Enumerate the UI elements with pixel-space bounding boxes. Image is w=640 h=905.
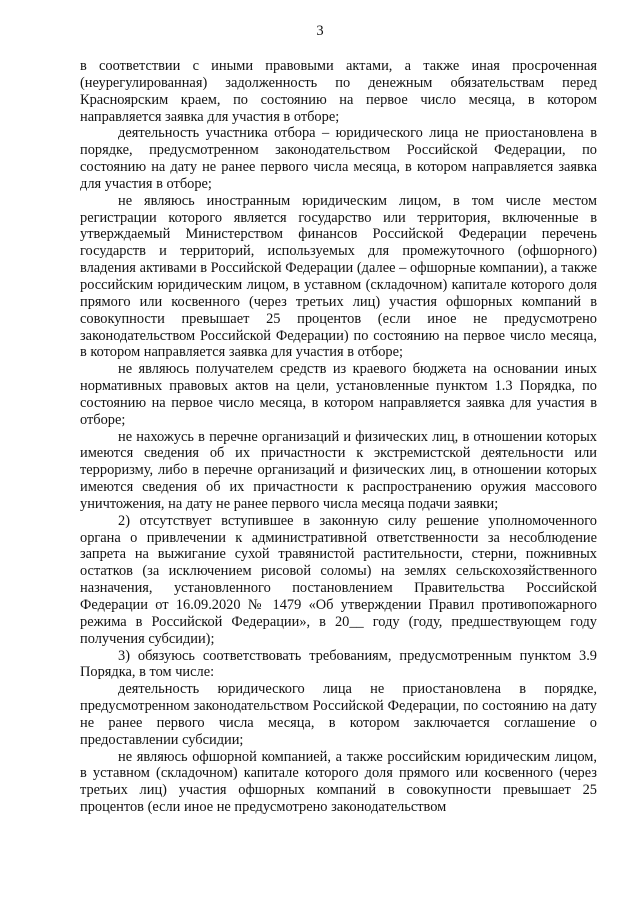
paragraph-continuation: в соответствии с иными правовыми актами, а также иная просроченная (неурегулированная) задолженность по денежным обязательствам перед Красноярским краем, по состоянию на первое число месяца, в котором направляется заявка для участия в отборе; bbox=[80, 58, 597, 125]
document-body bbox=[80, 58, 597, 816]
paragraph-item-2: 2) отсутствует вступившее в законную силу решение уполномоченного органа о привлечении к административной ответственности за несоблюдение запрета на выжигание сухой травянистой растительности, стерни, пожнивных остатков (за исключением рисовой соломы) на землях сельскохозяйственного назначения, установленного постановлением Правительства Российской Федерации от 16.09.2020 № 1479 «Об утверждении Правил противопожарного режима в Российской Федерации», в 20__ году (году, предшествующем году получения субсидии); bbox=[80, 512, 597, 647]
paragraph-activity-not-suspended: деятельность юридического лица не приостановлена в порядке, предусмотренном законодательством Российской Федерации, по состоянию на дату не ранее первого числа месяца, в котором заключается соглашение о предоставлении субсидии; bbox=[80, 681, 597, 748]
paragraph-not-foreign-entity: не являюсь иностранным юридическим лицом, в том числе местом регистрации которого является государство или территория, включенные в утверждаемый Министерством финансов Российской Федерации перечень государств и территорий, используемых для промежуточного (офшорного) владения активами в Российской Федерации (далее – офшорные компании), а также российским юридическим лицом, в уставном (складочном) капитале которого доля прямого или косвенного (через третьих лиц) участия офшорных компаний в совокупности превышает 25 процентов (если иное не предусмотрено законодательством Российской Федерации) по состоянию на первое число месяца, в котором направляется заявка для участия в отборе; bbox=[80, 192, 597, 361]
paragraph-not-budget-recipient: не являюсь получателем средств из краевого бюджета на основании иных нормативных правовых актов на цели, установленные пунктом 1.3 Порядка, по состоянию на первое число месяца, в котором направляется заявка для участия в отборе; bbox=[80, 361, 597, 428]
paragraph-item-3: 3) обязуюсь соответствовать требованиям, предусмотренным пунктом 3.9 Порядка, в том числе: bbox=[80, 647, 597, 681]
page-number: 3 bbox=[316, 23, 324, 39]
paragraph-not-in-extremism-list: не нахожусь в перечне организаций и физических лиц, в отношении которых имеются сведения об их причастности к экстремистской деятельности или терроризму, либо в перечне организаций и физических лиц, в отношении которых имеются сведения об их причастности к распространению оружия массового уничтожения, на дату не ранее первого числа месяца подачи заявки; bbox=[80, 428, 597, 512]
paragraph-not-offshore: не являюсь офшорной компанией, а также российским юридическим лицом, в уставном (складочном) капитале которого доля прямого или косвенного (через третьих лиц) участия офшорных компаний в совокупности превышает 25 процентов (если иное не предусмотрено законодательством bbox=[80, 748, 597, 816]
paragraph-not-suspended: деятельность участника отбора – юридического лица не приостановлена в порядке, предусмотренном законодательством Российской Федерации, по состоянию на дату не ранее первого числа месяца, в котором направляется заявка для участия в отборе; bbox=[80, 125, 597, 192]
